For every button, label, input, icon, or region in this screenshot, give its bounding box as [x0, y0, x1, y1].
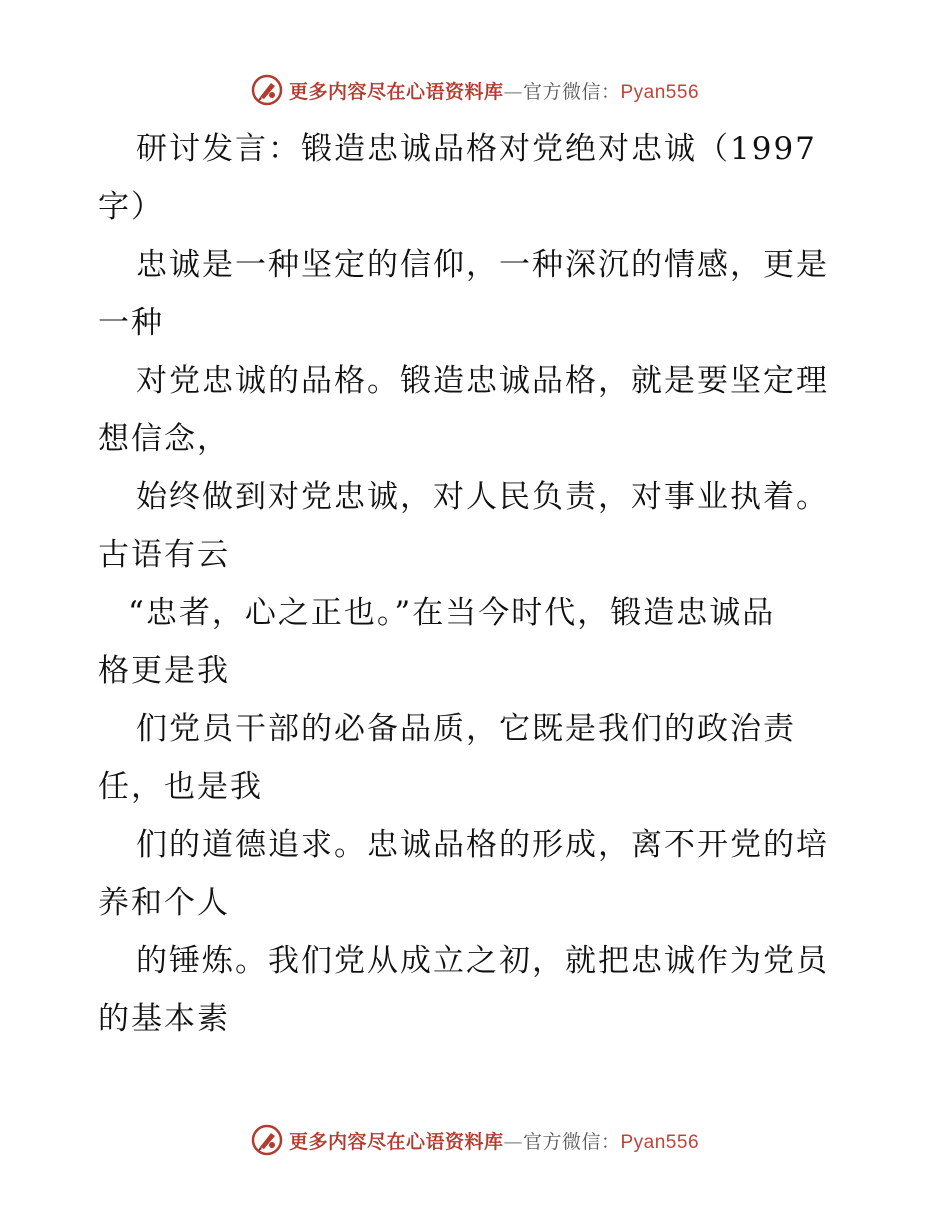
- paragraph-line: 想信念，: [98, 421, 230, 457]
- pen-logo-icon: [251, 1124, 283, 1156]
- watermark-sub-text: 官方微信：: [522, 1130, 621, 1153]
- footer-watermark: [0, 1120, 950, 1160]
- paragraph-line: 任，也是我: [98, 769, 263, 805]
- watermark-main-text: 更多内容尽在心语资料库: [288, 1130, 504, 1153]
- paragraph-line: 忠诚是一种坚定的信仰，一种深沉的情感，更是: [136, 247, 829, 283]
- pen-logo-icon: [251, 74, 283, 106]
- header-watermark: [0, 70, 950, 110]
- paragraph-line: 一种: [98, 305, 164, 341]
- paragraph-line: 古语有云: [98, 537, 230, 573]
- document-title-line: 研讨发言：锻造忠诚品格对党绝对忠诚（1997: [136, 131, 817, 167]
- paragraph-line: 的基本素: [98, 1001, 230, 1037]
- watermark-wechat-id: Pyan556: [620, 1131, 700, 1153]
- document-title-line: 字）: [98, 189, 164, 225]
- paragraph-line: 的锤炼。我们党从成立之初，就把忠诚作为党员: [136, 943, 829, 979]
- paragraph-line: 格更是我: [98, 653, 230, 689]
- paragraph-line: “忠者，心之正也。”在当今时代，锻造忠诚品: [128, 595, 776, 631]
- watermark-dash: —: [503, 80, 523, 103]
- watermark-wechat-id: Pyan556: [620, 81, 700, 103]
- watermark-main-text: 更多内容尽在心语资料库: [288, 80, 504, 103]
- document-body: [98, 120, 858, 1048]
- paragraph-line: 对党忠诚的品格。锻造忠诚品格，就是要坚定理: [136, 363, 829, 399]
- paragraph-line: 们党员干部的必备品质，它既是我们的政治责: [136, 711, 796, 747]
- paragraph-line: 们的道德追求。忠诚品格的形成，离不开党的培: [136, 827, 829, 863]
- watermark-sub-text: 官方微信：: [522, 80, 621, 103]
- watermark-dash: —: [503, 1130, 523, 1153]
- paragraph-line: 始终做到对党忠诚，对人民负责，对事业执着。: [136, 479, 829, 515]
- paragraph-line: 养和个人: [98, 885, 230, 921]
